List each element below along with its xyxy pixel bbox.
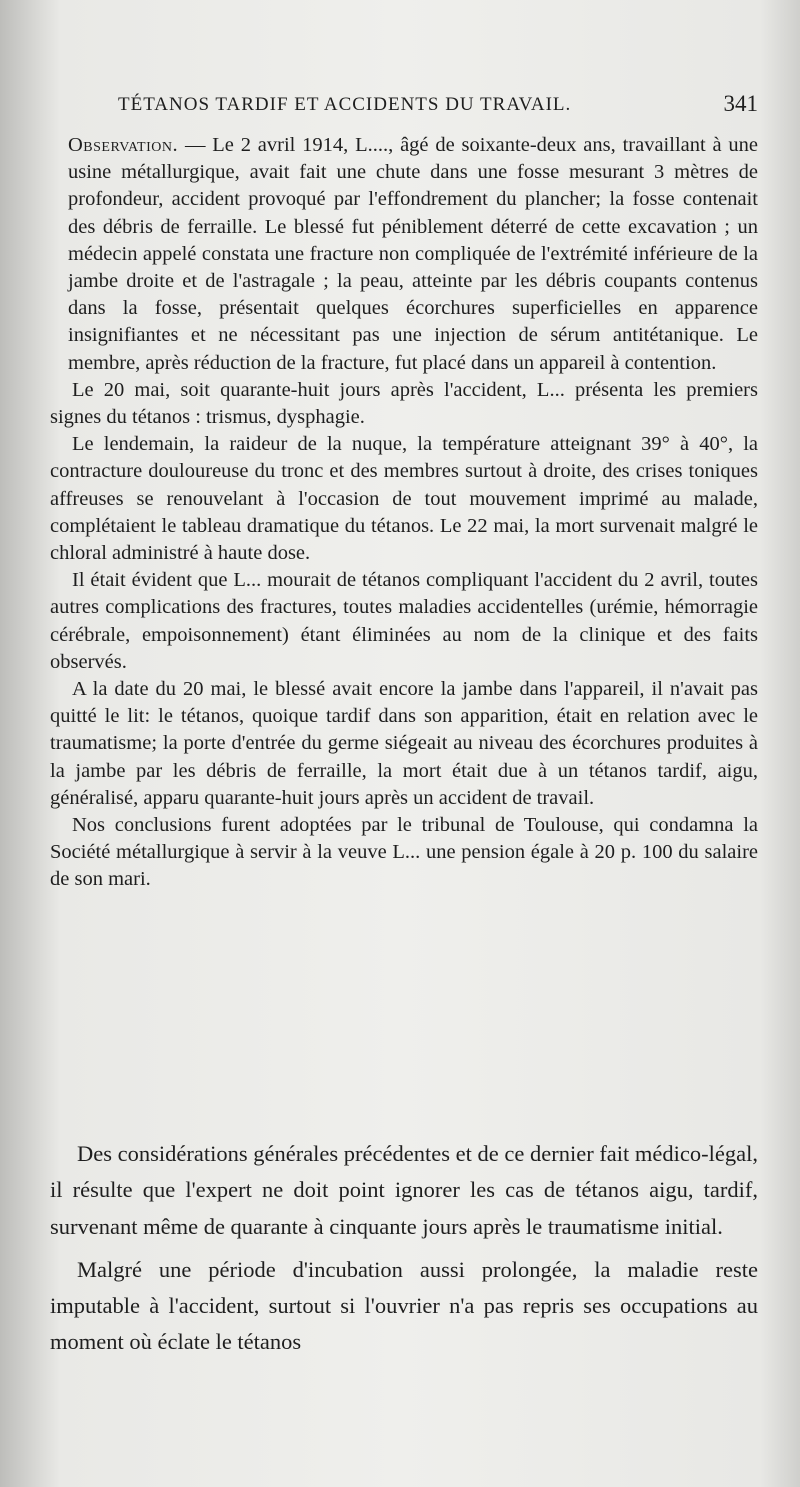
- observation-paragraph: Nos conclusions furent adoptées par le tribunal de Toulouse, qui condamna la Société métallurgique à servir à la veuve L... une pension égale à 20 p. 100 du salaire de son mari.: [50, 814, 758, 891]
- body-paragraph: Des considérations générales précédentes et de ce dernier fait médico-légal, il résulte que l'expert ne doit point ignorer les cas de tétanos aigu, tardif, survenant même de quarante à cinquante jours après le traumatisme initial.: [50, 1141, 758, 1239]
- observation-text: — Le 2 avril 1914, L...., âgé de soixante-deux ans, travaillant à une usine métallurgique, avait fait une chute dans une fosse mesurant 3 mètres de profondeur, accident provoqué par l'effondrement du plancher; la fosse contenait des débris de ferraille. Le blessé fut péniblement déterré de cette excavation ; un médecin appelé constata une fracture non compliquée de l'extrémité inférieure de la jambe droite et de l'astragale ; la peau, atteinte par les débris coupants contenus dans la fosse, présentait quelques écorchures superficielles en apparence insignifiantes et ne nécessitant pas une injection de sérum antitétanique. Le membre, après réduction de la fracture, fut placé dans un appareil à contention.: [68, 134, 759, 374]
- observation-label: Observation.: [68, 134, 179, 156]
- observation-paragraph: [50, 132, 758, 377]
- running-title: TÉTANOS TARDIF ET ACCIDENTS DU TRAVAIL.: [118, 94, 572, 115]
- observation-paragraph: Le lendemain, la raideur de la nuque, la température atteignant 39° à 40°, la contracture douloureuse du tronc et des membres surtout à droite, des crises toniques affreuses se renouvelant à l'occasion de tout mouvement imprimé au malade, complétaient le tableau dramatique du tétanos. Le 22 mai, la mort survenait malgré le chloral administré à haute dose.: [50, 433, 758, 565]
- observation-paragraph: Il était évident que L... mourait de tétanos compliquant l'accident du 2 avril, toutes autres complications des fractures, toutes maladies accidentelles (urémie, hémorragie cérébrale, empoisonnement) étant éliminées au nom de la clinique et des faits observés.: [50, 569, 758, 673]
- observation-section: [50, 132, 758, 894]
- main-text: [50, 1136, 758, 1361]
- observation-paragraph: A la date du 20 mai, le blessé avait encore la jambe dans l'appareil, il n'avait pas quitté le lit: le tétanos, quoique tardif dans son apparition, était en relation avec le traumatisme; la porte d'entrée du germe siégeait au niveau des écorchures produites à la jambe par les débris de ferraille, la mort était due à un tétanos tardif, aigu, généralisé, apparu quarante-huit jours après un accident de travail.: [50, 678, 758, 809]
- page-number: 341: [723, 91, 758, 116]
- observation-paragraph: Le 20 mai, soit quarante-huit jours après l'accident, L... présenta les premiers signes du tétanos : trismus, dysphagie.: [50, 378, 758, 429]
- body-paragraph: Malgré une période d'incubation aussi prolongée, la maladie reste imputable à l'accident, surtout si l'ouvrier n'a pas repris ses occupations au moment où éclate le tétanos: [50, 1256, 758, 1355]
